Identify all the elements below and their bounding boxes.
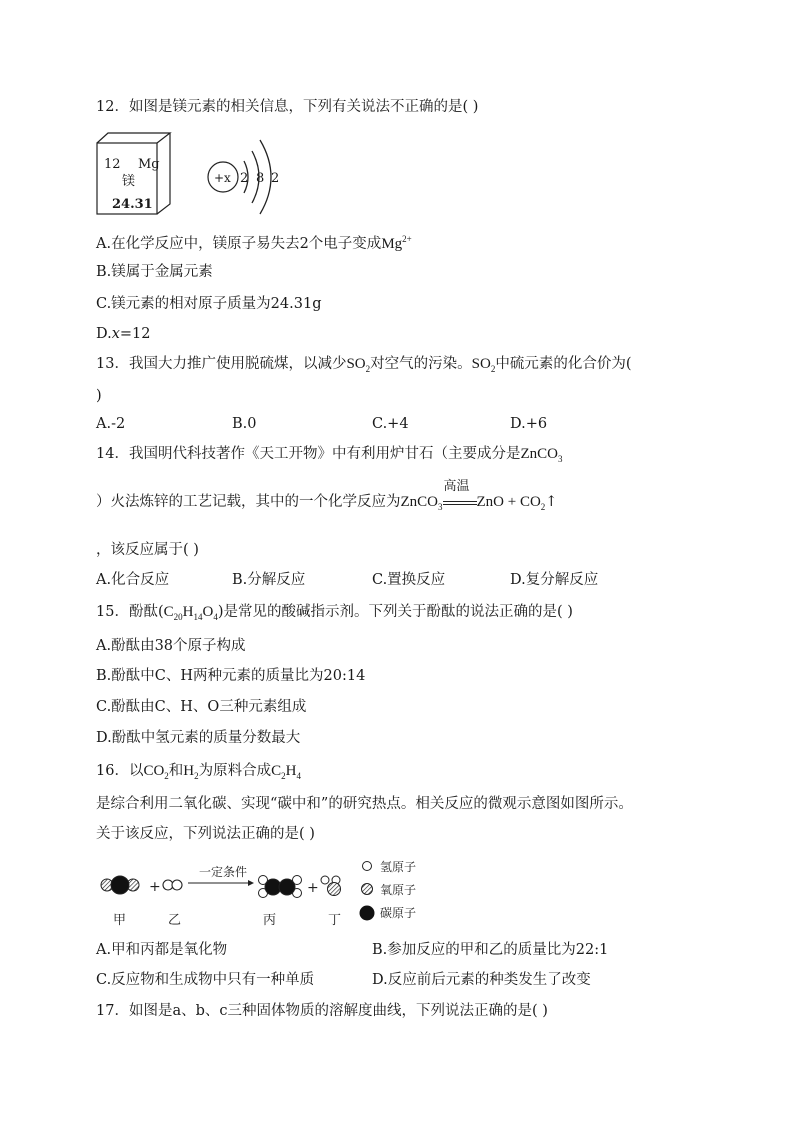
co2-molecule [101, 876, 139, 894]
q14-option-b[interactable]: B.分解反应 [232, 572, 306, 588]
q13-option-b[interactable]: B.0 [232, 416, 257, 432]
q14-option-d[interactable]: D.复分解反应 [510, 572, 599, 588]
atomic-number: 12 [104, 157, 121, 172]
magnesium-atom-structure [204, 134, 290, 218]
q15-option-d[interactable]: D.酚酞中氢元素的质量分数最大 [96, 730, 301, 746]
reaction-condition: 高温 [443, 492, 477, 512]
h2o-molecule [321, 876, 341, 896]
legend-oxygen: 氧原子 [380, 883, 417, 897]
magnesium-element-card [96, 132, 172, 216]
q15-option-c[interactable]: C.酚酞由C、H、O三种元素组成 [96, 699, 307, 715]
q16-stem-end: 关于该反应，下列说法正确的是( ) [96, 826, 315, 842]
q14-option-c[interactable]: C.置换反应 [372, 572, 446, 588]
legend-hydrogen: 氢原子 [380, 860, 417, 874]
label-yi: 乙 [168, 913, 182, 928]
atomic-mass: 24.31 [112, 197, 153, 212]
reaction-condition-label: 一定条件 [199, 865, 248, 879]
q16-option-a[interactable]: A.甲和丙都是氧化物 [96, 942, 228, 958]
plus-sign-1: + [149, 879, 161, 895]
so2-formula: $SO_2$ [346, 356, 371, 374]
q13-option-d[interactable]: D.+6 [510, 416, 548, 432]
q13-option-c[interactable]: C.+4 [372, 416, 409, 432]
legend-carbon-mark [360, 906, 375, 921]
mg-ion: $Mg^{2+}$ [381, 234, 412, 252]
so2-formula-2: $SO_2$ [471, 356, 496, 374]
label-ding: 丁 [328, 913, 342, 928]
h2-formula: $H_2$ [183, 763, 199, 781]
q12-option-b[interactable]: B.镁属于金属元素 [96, 264, 213, 280]
q12-stem: 12．如图是镁元素的相关信息，下列有关说法不正确的是( ) [96, 99, 479, 115]
label-jia: 甲 [113, 913, 127, 928]
shell-1-electrons: 2 [240, 171, 249, 186]
gas-arrow: ↑ [545, 494, 558, 510]
label-bing: 丙 [263, 913, 277, 928]
legend-oxygen-mark [362, 884, 373, 895]
q16-option-c[interactable]: C.反应物和生成物中只有一种单质 [96, 972, 315, 988]
h2-molecule [163, 880, 182, 890]
nucleus-charge: +x [214, 171, 231, 185]
q13-stem: 13．我国大力推广使用脱硫煤，以减少$SO_2$对空气的污染。$SO_2$中硫元素的化合价为( [96, 356, 632, 374]
phenolphthalein-formula: $C_{20}H_{14}O_4$ [163, 604, 218, 622]
q16-stem: 16．以$CO_2$和$H_2$为原料合成$C_2H_4$ [96, 763, 301, 781]
element-symbol: Mg [138, 157, 160, 172]
products-formula: ZnO + $CO_2$ [476, 494, 546, 512]
q15-option-a[interactable]: A.酚酞由38个原子构成 [96, 638, 246, 654]
shell-3-electrons: 2 [271, 171, 280, 186]
q15-stem: 15．酚酞$(C_{20}H_{14}O_4)$是常见的酸碱指示剂。下列关于酚酞的说法正确的是( ) [96, 604, 573, 622]
c2h4-formula: $C_2H_4$ [271, 763, 301, 781]
znco3-formula-2: ZnCO$_3$ [400, 494, 443, 512]
q14-stem-end: ，该反应属于( ) [96, 542, 199, 558]
q16-option-d[interactable]: D.反应前后元素的种类发生了改变 [372, 972, 591, 988]
q13-stem-cont: ) [96, 388, 102, 404]
q14-option-a[interactable]: A.化合反应 [96, 572, 170, 588]
q14-equation-line: ）火法炼锌的工艺记载，其中的一个化学反应为ZnCO$_3$ 高温 ZnO + $CO_2↑$ [96, 479, 558, 512]
q12-option-c[interactable]: C.镁元素的相对原子质量为24.31g [96, 296, 322, 312]
legend-carbon: 碳原子 [380, 906, 417, 920]
q16-option-b[interactable]: B.参加反应的甲和乙的质量比为22:1 [372, 942, 609, 958]
co2-formula: $CO_2$ [143, 763, 169, 781]
plus-sign-2: + [307, 880, 319, 896]
element-name: 镁 [122, 174, 136, 189]
q12-option-a[interactable]: A.在化学反应中，镁原子易失去2个电子变成$Mg^{2+}$ [96, 234, 412, 252]
q17-stem: 17．如图是a、b、c三种固体物质的溶解度曲线，下列说法正确的是( ) [96, 1003, 548, 1019]
znco3-formula: ZnCO$_3$ [520, 446, 563, 464]
reaction-micro-diagram [96, 852, 436, 932]
q13-option-a[interactable]: A.-2 [96, 416, 126, 432]
q12-option-d[interactable]: D.x=12 [96, 326, 151, 342]
c2h4-molecule [259, 876, 302, 898]
q14-stem: 14．我国明代科技著作《天工开物》中有利用炉甘石（主要成分是ZnCO$_3$ [96, 446, 563, 464]
q16-stem-cont: 是综合利用二氧化碳、实现“碳中和”的研究热点。相关反应的微观示意图如图所示。 [96, 796, 633, 812]
shell-2-electrons: 8 [256, 171, 265, 186]
legend-hydrogen-mark [363, 862, 372, 871]
q15-option-b[interactable]: B.酚酞中C、H两种元素的质量比为20:14 [96, 668, 366, 684]
